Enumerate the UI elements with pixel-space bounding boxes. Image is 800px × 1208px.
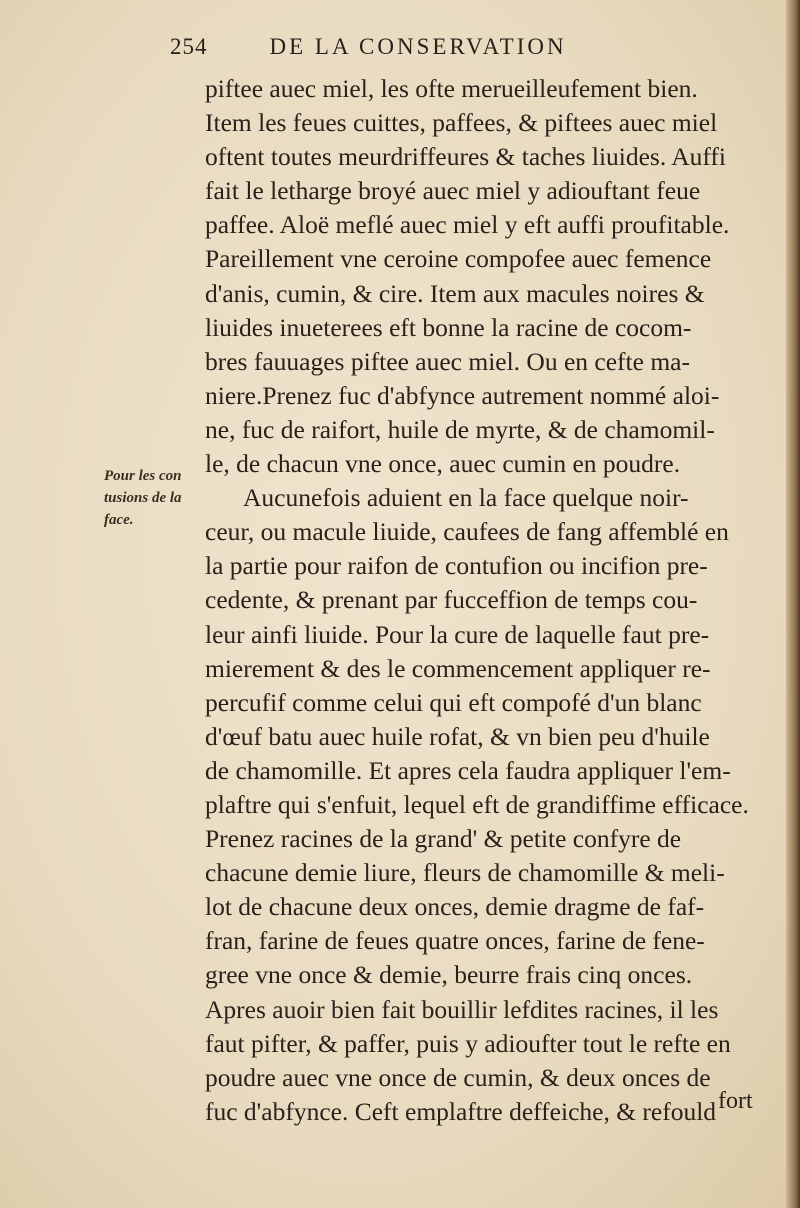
- text-line: la partie pour raifon de contufion ou incifion pre-: [205, 551, 708, 581]
- catchword: fort: [718, 1088, 753, 1114]
- text-line: ne, fuc de raifort, huile de myrte, & de chamomil-: [205, 414, 715, 444]
- text-line: paffee. Aloë meflé auec miel y eft auffi proufitable.: [205, 210, 730, 240]
- text-line: plaftre qui s'enfuit, lequel eft de grandiffime efficace.: [205, 789, 749, 819]
- text-line: fuc d'abfynce. Ceft emplaftre deffeiche, & refould: [205, 1096, 717, 1126]
- text-line: lot de chacune deux onces, demie dragme de faf-: [205, 892, 705, 922]
- text-line: d'œuf batu auec huile rofat, & vn bien peu d'huile: [205, 721, 710, 751]
- text-line: d'anis, cumin, & cire. Item aux macules noires &: [205, 278, 705, 308]
- text-line: chacune demie liure, fleurs de chamomille & meli-: [205, 858, 725, 888]
- text-line: Apres auoir bien fait bouillir lefdites racines, il les: [205, 994, 719, 1024]
- text-line: Pareillement vne ceroine compofee auec femence: [205, 244, 712, 274]
- text-line: fait le letharge broyé auec miel y adiouftant feue: [205, 176, 701, 206]
- text-line: niere.Prenez fuc d'abfynce autrement nommé aloi-: [205, 380, 720, 410]
- running-head: [170, 34, 730, 60]
- text-line: le, de chacun vne once, auec cumin en poudre.: [205, 449, 681, 479]
- body-text: [205, 72, 795, 1129]
- margin-note-line: tusions de la: [104, 490, 182, 506]
- text-line: Prenez racines de la grand' & petite confyre de: [205, 824, 682, 854]
- text-line: leur ainfi liuide. Pour la cure de laquelle faut pre-: [205, 619, 710, 649]
- text-line: mierement & des le commencement appliquer re-: [205, 653, 711, 683]
- margin-note-line: face.: [104, 512, 134, 528]
- margin-note: [104, 465, 199, 531]
- text-line: piftee auec miel, les ofte merueilleufement bien.: [205, 74, 698, 103]
- text-line: faut pifter, & paffer, puis y adioufter tout le refte en: [205, 1028, 731, 1058]
- text-line: cedente, & prenant par fucceffion de temps cou-: [205, 585, 698, 615]
- text-line: de chamomille. Et apres cela faudra appliquer l'em-: [205, 755, 731, 785]
- text-line: oftent toutes meurdriffeures & taches liuides. Auffi: [205, 142, 726, 172]
- text-line: ceur, ou macule liuide, caufees de fang affemblé en: [205, 517, 729, 547]
- text-line: Item les feues cuittes, paffees, & piftees auec miel: [205, 108, 718, 138]
- text-line: bres fauuages piftee auec miel. Ou en cefte ma-: [205, 346, 690, 376]
- text-line: gree vne once & demie, beurre frais cinq onces.: [205, 960, 693, 990]
- running-title: DE LA CONSERVATION: [269, 34, 567, 59]
- margin-note-line: Pour les con: [104, 468, 182, 484]
- text-line: percufif comme celui qui eft compofé d'un blanc: [205, 687, 702, 717]
- paragraph-start-line: Aucunefois aduient en la face quelque noir-: [243, 483, 689, 513]
- text-line: poudre auec vne once de cumin, & deux onces de: [205, 1062, 711, 1092]
- page-number: 254: [170, 34, 208, 59]
- text-line: liuides inueterees eft bonne la racine de cocom-: [205, 312, 692, 342]
- text-line: fran, farine de feues quatre onces, farine de fene-: [205, 926, 705, 956]
